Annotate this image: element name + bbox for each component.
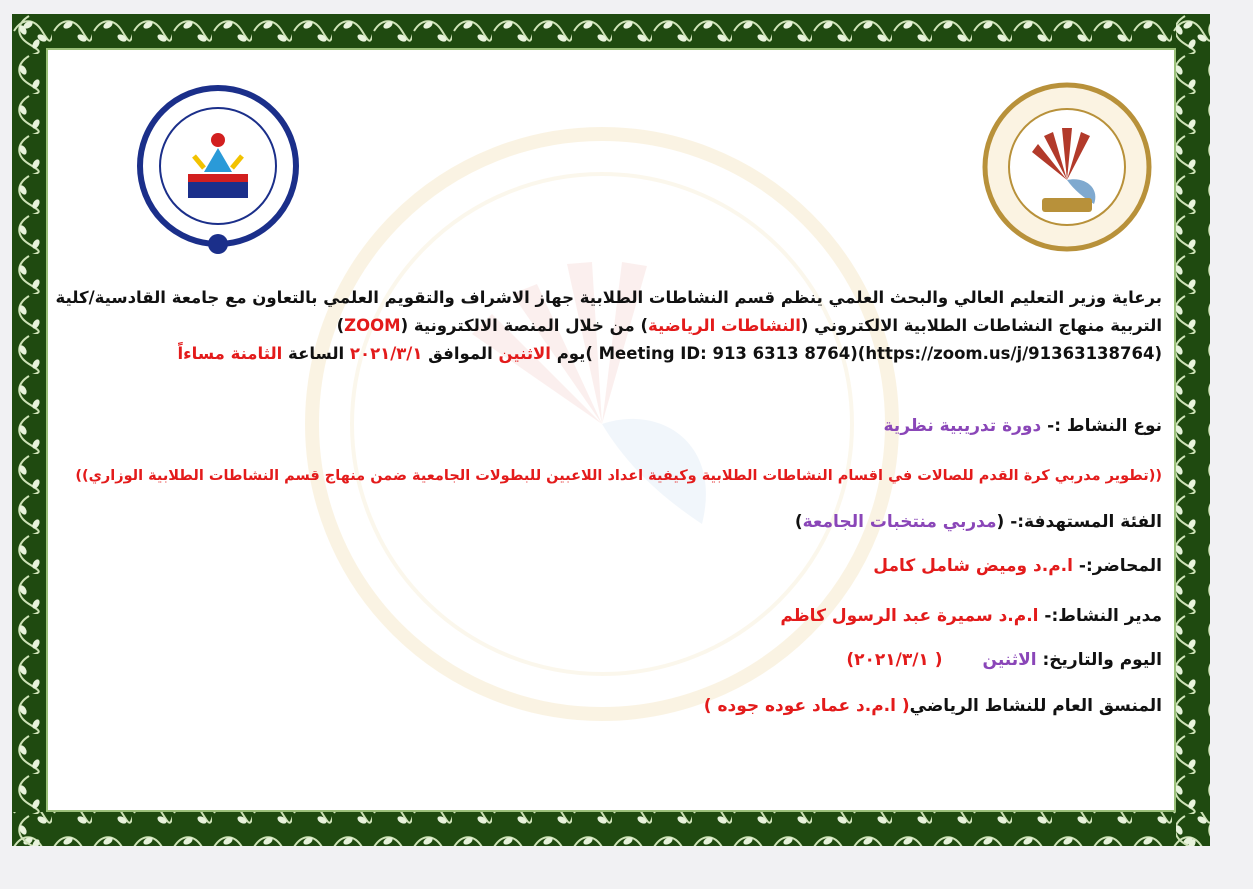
zoom-link-text: (https://zoom.us/j/91363138764)(Meeting ID: 913 6313 8764 )يوم	[550, 344, 1162, 363]
lecturer-label: المحاضر:-	[1072, 556, 1162, 576]
intro-text-c: )	[336, 316, 345, 335]
ministry-seal-logo	[980, 80, 1154, 254]
day-date-label: اليوم والتاريخ:	[1036, 650, 1162, 670]
target-group-value: مدربي منتخبات الجامعة	[802, 512, 997, 532]
intro-line-3	[90, 340, 1162, 368]
certificate-page	[12, 14, 1210, 846]
coordinator-label: المنسق العام للنشاط الرياضي	[909, 696, 1162, 716]
course-title: ((تطوير مدربي كرة القدم للصالات في اقسام النشاطات الطلابية وكيفية اعداد اللاعبين للبطولات الجامعية ضمن منهاج قسم النشاطات الطلابية الوزاري))	[75, 468, 1162, 484]
target-group-label: الفئة المستهدفة:- (	[996, 512, 1162, 532]
zoom-label: ZOOM	[344, 316, 401, 335]
date-highlight: ٢٠٢١/٣/١	[349, 344, 423, 363]
activity-type-value: دورة تدريبية نظرية	[883, 416, 1042, 436]
intro-paragraph	[55, 284, 1162, 368]
intro-text-b: ) من خلال المنصة الالكترونية (	[400, 316, 649, 335]
date-prefix: الموافق	[422, 344, 499, 363]
student-activities-logo	[134, 82, 302, 258]
manager-label: مدير النشاط:-	[1038, 606, 1162, 626]
time-highlight: الثامنة مساءاً	[177, 344, 283, 363]
manager-value: ا.م.د سميرة عبد الرسول كاظم	[780, 606, 1039, 626]
day-value: الاثنين	[982, 650, 1037, 670]
date-value: ( ٢٠٢١/٣/١)	[846, 650, 943, 670]
time-prefix: الساعة	[282, 344, 350, 363]
activity-type-label: نوع النشاط :-	[1041, 416, 1162, 436]
target-group-row	[795, 512, 1162, 532]
day-highlight: الاثنين	[498, 344, 551, 363]
intro-text-a: التربية منهاج النشاطات الطلابية الالكتروني (	[800, 316, 1162, 335]
manager-row	[780, 606, 1162, 626]
activity-type-row	[884, 416, 1163, 436]
intro-line-1: برعاية وزير التعليم العالي والبحث العلمي ينظم قسم النشاطات الطلابية جهاز الاشراف والتقويم العلمي بالتعاون مع جامعة القادسية/كلية	[55, 288, 1162, 307]
invitation-body	[55, 284, 1162, 716]
lecturer-row	[873, 556, 1162, 576]
target-group-close: )	[794, 512, 803, 532]
lecturer-value: ا.م.د وميض شامل كامل	[873, 556, 1073, 576]
day-date-row	[846, 650, 1162, 670]
ministry-watermark	[302, 124, 902, 724]
intro-line-2	[90, 312, 1162, 340]
coordinator-value: ( ا.م.د عماد عوده جوده )	[703, 696, 910, 716]
sports-activities-highlight: النشاطات الرياضية	[648, 316, 801, 335]
coordinator-row	[704, 696, 1162, 716]
